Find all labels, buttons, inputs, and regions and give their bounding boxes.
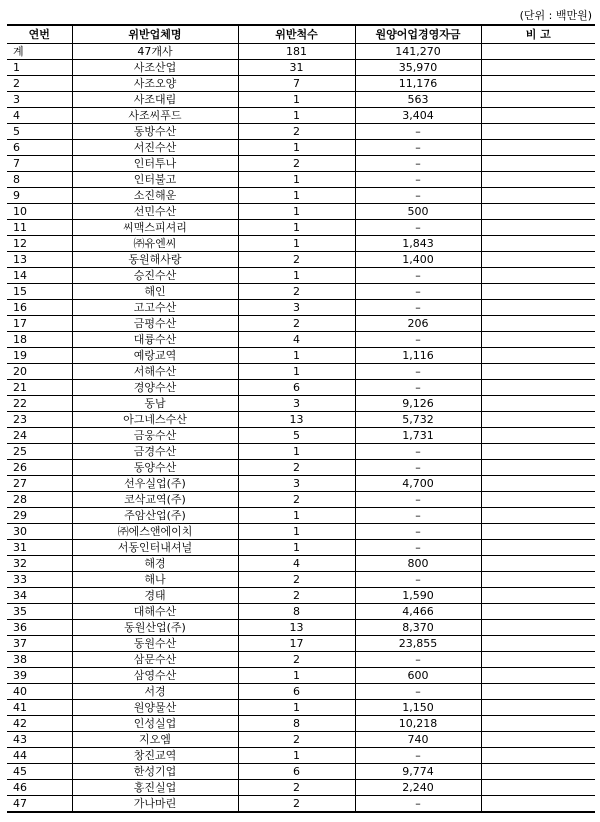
company-name: 인터투나 [72, 156, 238, 172]
fund-amount: – [355, 572, 481, 588]
fund-amount: 141,270 [355, 44, 481, 60]
company-name: 동남 [72, 396, 238, 412]
company-name: 동원수산 [72, 636, 238, 652]
fund-amount: 4,466 [355, 604, 481, 620]
company-name: 씨맥스피셔리 [72, 220, 238, 236]
vessel-count: 8 [238, 604, 355, 620]
vessel-count: 2 [238, 252, 355, 268]
table-row [7, 780, 595, 796]
row-number: 29 [7, 508, 72, 524]
note [481, 700, 595, 716]
row-number: 11 [7, 220, 72, 236]
row-number: 31 [7, 540, 72, 556]
company-name: 해경 [72, 556, 238, 572]
company-name: 가나마린 [72, 796, 238, 813]
row-number: 5 [7, 124, 72, 140]
note [481, 252, 595, 268]
fund-amount: 11,176 [355, 76, 481, 92]
fund-amount: 740 [355, 732, 481, 748]
vessel-count: 6 [238, 764, 355, 780]
note [481, 220, 595, 236]
company-name: 주암산업(주) [72, 508, 238, 524]
note [481, 348, 595, 364]
row-number: 35 [7, 604, 72, 620]
table-row [7, 796, 595, 813]
row-number: 41 [7, 700, 72, 716]
row-number: 33 [7, 572, 72, 588]
table-row [7, 668, 595, 684]
row-number: 1 [7, 60, 72, 76]
header-row [7, 25, 595, 44]
row-number: 37 [7, 636, 72, 652]
company-name: ㈜유엔씨 [72, 236, 238, 252]
table-row [7, 220, 595, 236]
table-row [7, 284, 595, 300]
fund-amount: – [355, 684, 481, 700]
fund-amount: 10,218 [355, 716, 481, 732]
table-row [7, 604, 595, 620]
fund-amount: 35,970 [355, 60, 481, 76]
company-name: 47개사 [72, 44, 238, 60]
vessel-count: 1 [238, 508, 355, 524]
fund-amount: 1,731 [355, 428, 481, 444]
table-row [7, 316, 595, 332]
fund-amount: – [355, 540, 481, 556]
header-fund: 원양어업경영자금 [355, 25, 481, 44]
fund-amount: – [355, 524, 481, 540]
row-number: 24 [7, 428, 72, 444]
note [481, 652, 595, 668]
company-name: 금경수산 [72, 444, 238, 460]
row-number: 6 [7, 140, 72, 156]
table-row [7, 156, 595, 172]
table-row [7, 508, 595, 524]
note [481, 764, 595, 780]
company-name: 동원해사랑 [72, 252, 238, 268]
vessel-count: 1 [238, 140, 355, 156]
company-name: 인성실업 [72, 716, 238, 732]
note [481, 332, 595, 348]
fund-amount: – [355, 268, 481, 284]
note [481, 316, 595, 332]
note [481, 236, 595, 252]
fund-amount: 1,116 [355, 348, 481, 364]
note [481, 364, 595, 380]
note [481, 124, 595, 140]
table-row [7, 268, 595, 284]
vessel-count: 2 [238, 588, 355, 604]
table-row [7, 732, 595, 748]
company-name: 경태 [72, 588, 238, 604]
vessel-count: 1 [238, 524, 355, 540]
company-name: 사조산업 [72, 60, 238, 76]
table-row [7, 620, 595, 636]
row-number: 44 [7, 748, 72, 764]
total-row [7, 44, 595, 60]
vessel-count: 2 [238, 780, 355, 796]
vessel-count: 5 [238, 428, 355, 444]
vessel-count: 1 [238, 364, 355, 380]
row-number: 13 [7, 252, 72, 268]
table-row [7, 572, 595, 588]
fund-amount: – [355, 140, 481, 156]
table-row [7, 684, 595, 700]
fund-amount: 1,590 [355, 588, 481, 604]
table-row [7, 524, 595, 540]
vessel-count: 3 [238, 396, 355, 412]
vessel-count: 6 [238, 380, 355, 396]
fund-amount: 206 [355, 316, 481, 332]
company-name: 고고수산 [72, 300, 238, 316]
row-number: 8 [7, 172, 72, 188]
vessel-count: 13 [238, 620, 355, 636]
vessel-count: 1 [238, 236, 355, 252]
note [481, 460, 595, 476]
note [481, 284, 595, 300]
vessel-count: 13 [238, 412, 355, 428]
row-number: 34 [7, 588, 72, 604]
company-name: 서동인터내셔널 [72, 540, 238, 556]
row-number: 20 [7, 364, 72, 380]
table-row [7, 60, 595, 76]
vessel-count: 3 [238, 300, 355, 316]
table-row [7, 412, 595, 428]
note [481, 588, 595, 604]
row-number: 28 [7, 492, 72, 508]
vessel-count: 1 [238, 92, 355, 108]
vessel-count: 2 [238, 732, 355, 748]
note [481, 716, 595, 732]
note [481, 44, 595, 60]
note [481, 572, 595, 588]
fund-amount: – [355, 652, 481, 668]
table-row [7, 460, 595, 476]
fund-amount: 3,404 [355, 108, 481, 124]
vessel-count: 2 [238, 492, 355, 508]
note [481, 172, 595, 188]
vessel-count: 2 [238, 460, 355, 476]
vessel-count: 1 [238, 348, 355, 364]
table-row [7, 476, 595, 492]
row-number: 25 [7, 444, 72, 460]
vessel-count: 1 [238, 444, 355, 460]
vessel-count: 1 [238, 204, 355, 220]
company-name: 사조대림 [72, 92, 238, 108]
table-row [7, 140, 595, 156]
vessel-count: 2 [238, 156, 355, 172]
table-row [7, 252, 595, 268]
table-row [7, 236, 595, 252]
company-name: 경양수산 [72, 380, 238, 396]
fund-amount: 8,370 [355, 620, 481, 636]
note [481, 156, 595, 172]
table-row [7, 588, 595, 604]
company-name: 아그네스수산 [72, 412, 238, 428]
row-number: 7 [7, 156, 72, 172]
note [481, 620, 595, 636]
table-row [7, 92, 595, 108]
vessel-count: 2 [238, 572, 355, 588]
vessel-count: 1 [238, 188, 355, 204]
fund-amount: – [355, 444, 481, 460]
row-number: 3 [7, 92, 72, 108]
company-name: 창진교역 [72, 748, 238, 764]
table-body [7, 44, 595, 813]
fund-amount: 1,843 [355, 236, 481, 252]
table-row [7, 428, 595, 444]
vessel-count: 1 [238, 268, 355, 284]
note [481, 428, 595, 444]
note [481, 524, 595, 540]
row-number: 2 [7, 76, 72, 92]
table-row [7, 76, 595, 92]
company-name: 지오엠 [72, 732, 238, 748]
fund-amount: – [355, 188, 481, 204]
vessel-count: 1 [238, 668, 355, 684]
row-number: 40 [7, 684, 72, 700]
note [481, 556, 595, 572]
table-row [7, 636, 595, 652]
note [481, 300, 595, 316]
fund-amount: 500 [355, 204, 481, 220]
vessel-count: 2 [238, 796, 355, 813]
table-row [7, 492, 595, 508]
row-number: 21 [7, 380, 72, 396]
table-row [7, 556, 595, 572]
fund-amount: 2,240 [355, 780, 481, 796]
note [481, 684, 595, 700]
vessel-count: 4 [238, 556, 355, 572]
table-row [7, 444, 595, 460]
table-row [7, 652, 595, 668]
fund-amount: – [355, 332, 481, 348]
company-name: 선우실업(주) [72, 476, 238, 492]
row-number: 46 [7, 780, 72, 796]
row-number: 39 [7, 668, 72, 684]
company-name: 서해수산 [72, 364, 238, 380]
fund-amount: – [355, 172, 481, 188]
fund-amount: – [355, 364, 481, 380]
vessel-count: 3 [238, 476, 355, 492]
row-number: 32 [7, 556, 72, 572]
fund-amount: 4,700 [355, 476, 481, 492]
company-name: 삼문수산 [72, 652, 238, 668]
row-number: 10 [7, 204, 72, 220]
fund-amount: – [355, 284, 481, 300]
vessel-count: 1 [238, 540, 355, 556]
vessel-count: 6 [238, 684, 355, 700]
fund-amount: 1,400 [355, 252, 481, 268]
company-name: 한성기업 [72, 764, 238, 780]
company-name: 사조오양 [72, 76, 238, 92]
company-name: 승진수산 [72, 268, 238, 284]
row-number: 36 [7, 620, 72, 636]
fund-amount: 23,855 [355, 636, 481, 652]
table-row [7, 748, 595, 764]
row-number: 30 [7, 524, 72, 540]
row-number: 18 [7, 332, 72, 348]
table-row [7, 124, 595, 140]
header-no: 연번 [7, 25, 72, 44]
note [481, 444, 595, 460]
note [481, 668, 595, 684]
row-number: 12 [7, 236, 72, 252]
row-number: 9 [7, 188, 72, 204]
vessel-count: 17 [238, 636, 355, 652]
note [481, 508, 595, 524]
row-number: 23 [7, 412, 72, 428]
table-row [7, 540, 595, 556]
company-name: 홍진실업 [72, 780, 238, 796]
vessel-count: 1 [238, 220, 355, 236]
note [481, 540, 595, 556]
table-row [7, 348, 595, 364]
fund-amount: 800 [355, 556, 481, 572]
vessel-count: 181 [238, 44, 355, 60]
unit-label: (단위 : 백만원) [519, 9, 592, 22]
note [481, 412, 595, 428]
vessel-count: 1 [238, 172, 355, 188]
row-number: 17 [7, 316, 72, 332]
row-number: 43 [7, 732, 72, 748]
table-row [7, 188, 595, 204]
company-name: 코삭교역(주) [72, 492, 238, 508]
fund-amount: 5,732 [355, 412, 481, 428]
note [481, 140, 595, 156]
company-name: 금평수산 [72, 316, 238, 332]
company-name: 대륭수산 [72, 332, 238, 348]
vessel-count: 1 [238, 108, 355, 124]
note [481, 204, 595, 220]
company-name: 대해수산 [72, 604, 238, 620]
company-name: 삼영수산 [72, 668, 238, 684]
row-number: 45 [7, 764, 72, 780]
row-number: 계 [7, 44, 72, 60]
table-row [7, 300, 595, 316]
company-name: ㈜에스앤에이치 [72, 524, 238, 540]
row-number: 4 [7, 108, 72, 124]
row-number: 47 [7, 796, 72, 813]
table-row [7, 716, 595, 732]
table-row [7, 204, 595, 220]
row-number: 27 [7, 476, 72, 492]
fund-amount: 9,774 [355, 764, 481, 780]
note [481, 796, 595, 813]
vessel-count: 31 [238, 60, 355, 76]
company-name: 예랑교역 [72, 348, 238, 364]
fund-amount: 600 [355, 668, 481, 684]
fund-amount: – [355, 300, 481, 316]
table-row [7, 764, 595, 780]
vessel-count: 8 [238, 716, 355, 732]
fund-amount: – [355, 748, 481, 764]
table-row [7, 700, 595, 716]
fund-amount: 9,126 [355, 396, 481, 412]
note [481, 380, 595, 396]
company-name: 서진수산 [72, 140, 238, 156]
company-name: 원양물산 [72, 700, 238, 716]
row-number: 16 [7, 300, 72, 316]
table-row [7, 172, 595, 188]
fund-amount: – [355, 508, 481, 524]
note [481, 60, 595, 76]
note [481, 108, 595, 124]
table-row [7, 396, 595, 412]
company-name: 사조씨푸드 [72, 108, 238, 124]
row-number: 42 [7, 716, 72, 732]
company-name: 동방수산 [72, 124, 238, 140]
company-name: 해나 [72, 572, 238, 588]
note [481, 492, 595, 508]
vessel-count: 2 [238, 284, 355, 300]
note [481, 636, 595, 652]
company-name: 해인 [72, 284, 238, 300]
fund-amount: – [355, 220, 481, 236]
table-row [7, 380, 595, 396]
note [481, 76, 595, 92]
note [481, 732, 595, 748]
note [481, 188, 595, 204]
table-row [7, 332, 595, 348]
row-number: 15 [7, 284, 72, 300]
company-name: 인터불고 [72, 172, 238, 188]
fund-amount: 563 [355, 92, 481, 108]
fund-amount: 1,150 [355, 700, 481, 716]
header-vessel-count: 위반척수 [238, 25, 355, 44]
note [481, 268, 595, 284]
fund-amount: – [355, 156, 481, 172]
row-number: 26 [7, 460, 72, 476]
vessel-count: 1 [238, 700, 355, 716]
row-number: 38 [7, 652, 72, 668]
company-name: 서경 [72, 684, 238, 700]
note [481, 396, 595, 412]
company-name: 선민수산 [72, 204, 238, 220]
vessel-count: 2 [238, 652, 355, 668]
note [481, 476, 595, 492]
vessel-count: 7 [238, 76, 355, 92]
fund-amount: – [355, 124, 481, 140]
header-company: 위반업체명 [72, 25, 238, 44]
note [481, 780, 595, 796]
table-row [7, 108, 595, 124]
row-number: 14 [7, 268, 72, 284]
row-number: 19 [7, 348, 72, 364]
table-row [7, 364, 595, 380]
note [481, 92, 595, 108]
vessel-count: 2 [238, 124, 355, 140]
header-note: 비 고 [481, 25, 595, 44]
note [481, 604, 595, 620]
fund-amount: – [355, 796, 481, 813]
vessel-count: 1 [238, 748, 355, 764]
vessel-count: 2 [238, 316, 355, 332]
company-name: 동원산업(주) [72, 620, 238, 636]
note [481, 748, 595, 764]
fund-amount: – [355, 492, 481, 508]
company-name: 동양수산 [72, 460, 238, 476]
company-name: 소진해운 [72, 188, 238, 204]
row-number: 22 [7, 396, 72, 412]
fund-amount: – [355, 380, 481, 396]
vessel-count: 4 [238, 332, 355, 348]
company-name: 금웅수산 [72, 428, 238, 444]
violation-table [7, 24, 595, 813]
fund-amount: – [355, 460, 481, 476]
